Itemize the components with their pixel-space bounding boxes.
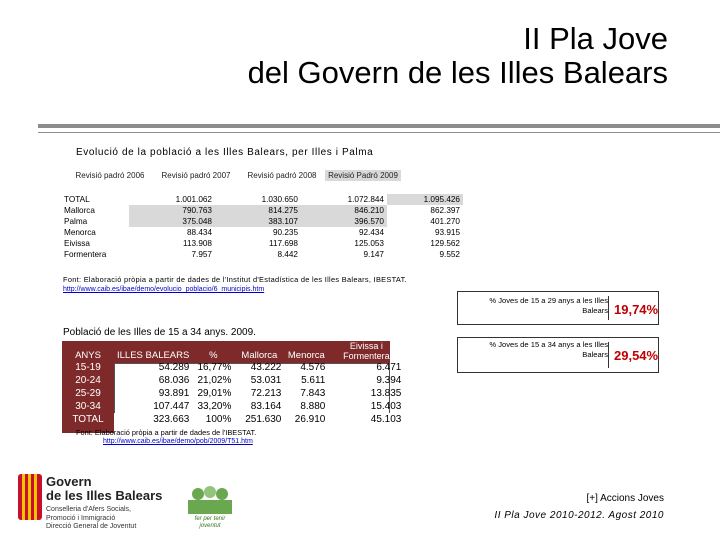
cell: 7.843 xyxy=(300,388,326,399)
cell: 29,01% xyxy=(197,388,232,399)
table2-header-row xyxy=(62,341,404,361)
table1-header-2009: Revisió Padró 2009 xyxy=(325,170,401,181)
cell: 33,20% xyxy=(197,401,232,412)
cell: 4.576 xyxy=(300,362,326,373)
conselleria-line1: Conselleria d'Afers Socials, xyxy=(46,506,131,513)
cell: 93.915 xyxy=(387,227,463,238)
table1-header-2007: Revisió padró 2007 xyxy=(161,171,231,180)
table1-header-2008: Revisió padró 2008 xyxy=(247,171,317,180)
callout2-label xyxy=(489,340,608,360)
age-label: 25-29 xyxy=(75,388,101,399)
row-label: TOTAL xyxy=(64,195,90,204)
callout1-label xyxy=(489,296,608,316)
conselleria-line2: Promoció i Immigració xyxy=(46,514,116,522)
table-row xyxy=(61,249,463,260)
cell: 9.552 xyxy=(387,249,463,260)
table2-header-pct: % xyxy=(209,350,218,361)
table2-source: Font: Elaboració pròpia a partir de dades de l'IBESTAT. xyxy=(76,428,257,437)
page-title-line2: del Govern de les Illes Balears xyxy=(247,55,668,90)
table-row xyxy=(62,361,404,374)
cell: 83.164 xyxy=(250,401,282,412)
table2-header-menorca: Menorca xyxy=(287,350,325,361)
cell: 129.562 xyxy=(387,238,463,249)
cell: 117.698 xyxy=(215,238,301,249)
cell: 8.880 xyxy=(300,401,326,412)
cell: 1.072.844 xyxy=(301,194,387,205)
age-label: TOTAL xyxy=(62,413,114,426)
table1-header-2006: Revisió padró 2006 xyxy=(75,171,145,180)
table1-source-link[interactable]: http://www.caib.es/ibae/demo/evolucio_poblacio/6_municipis.htm xyxy=(63,286,265,293)
cell: 43.222 xyxy=(250,362,282,373)
table1-source: Font: Elaboració pròpia a partir de dades de l'Institut d'Estadística de les Illes Balears, IBESTAT. xyxy=(63,275,407,284)
cell: 814.275 xyxy=(215,205,301,216)
callout1-value: 19,74% xyxy=(614,302,659,317)
cell: 8.442 xyxy=(215,249,301,260)
table-row-total xyxy=(62,413,404,426)
cell: 53.031 xyxy=(250,375,282,386)
cell: 5.611 xyxy=(301,375,326,386)
table2-header-eivissa: Eivissa i Formentera xyxy=(343,341,390,361)
table-row xyxy=(61,216,463,227)
cell: 1.001.062 xyxy=(129,194,215,205)
cell: 6.471 xyxy=(376,362,402,373)
cell: 401.270 xyxy=(387,216,463,227)
cell: 375.048 xyxy=(129,216,215,227)
cell: 323.663 xyxy=(114,413,192,426)
cell: 846.210 xyxy=(301,205,387,216)
conselleria-line3: Direcció General de Joventut xyxy=(46,523,137,530)
youth-logo-figure xyxy=(204,486,216,498)
conselleria-text xyxy=(46,506,136,532)
cell: 26.910 xyxy=(284,413,328,426)
cell: 396.570 xyxy=(301,216,387,227)
cell: 68.036 xyxy=(158,375,190,386)
youth-logo-figure xyxy=(216,488,228,500)
govern-logo-title xyxy=(46,475,162,503)
table2-title: Població de les Illes de 15 a 34 anys. 2009. xyxy=(63,327,256,338)
callout2-label-line2: Balears xyxy=(582,350,608,359)
callout1-divider xyxy=(608,296,609,320)
table2-header-anys: ANYS xyxy=(75,350,101,361)
row-label: Formentera xyxy=(64,250,107,259)
table-row xyxy=(62,400,404,413)
cell: 7.957 xyxy=(129,249,215,260)
cell: 113.908 xyxy=(129,238,215,249)
table-row xyxy=(61,238,463,249)
table2-header-ib: ILLES BALEARS xyxy=(117,350,190,361)
row-label: Palma xyxy=(64,217,88,226)
cell: 1.095.426 xyxy=(387,194,463,205)
table-row xyxy=(61,194,463,205)
cell: 100% xyxy=(192,413,234,426)
cell: 21,02% xyxy=(197,375,232,386)
youth-logo xyxy=(184,482,236,538)
title-rule-thin xyxy=(38,132,720,133)
cell: 72.213 xyxy=(250,388,282,399)
table-row xyxy=(61,227,463,238)
cell: 88.434 xyxy=(129,227,215,238)
cell: 383.107 xyxy=(215,216,301,227)
cell: 9.147 xyxy=(301,249,387,260)
callout2-divider xyxy=(608,342,609,368)
cell: 54.289 xyxy=(158,362,190,373)
page-title-line1: II Pla Jove xyxy=(523,21,668,56)
table-row xyxy=(61,205,463,216)
row-label: Eivissa xyxy=(64,239,90,248)
population-evolution-body xyxy=(61,194,463,260)
table1-title: Evolució de la població a les Illes Balears, per Illes i Palma xyxy=(76,147,374,158)
title-rule xyxy=(38,124,720,128)
cell: 13.835 xyxy=(370,388,402,399)
table-row xyxy=(62,387,404,400)
youth-15-29-callout xyxy=(457,291,659,325)
cell: 90.235 xyxy=(215,227,301,238)
youth-logo-text: fer per tenir joventut xyxy=(194,516,226,529)
cell: 125.053 xyxy=(301,238,387,249)
age-label: 30-34 xyxy=(75,401,101,412)
age-label: 15-19 xyxy=(75,362,101,373)
row-label: Menorca xyxy=(64,228,96,237)
cell: 107.447 xyxy=(153,401,190,412)
table2-source-link[interactable]: http://www.caib.es/ibae/demo/pob/2009/T51.htm xyxy=(103,438,253,445)
cell: 251.630 xyxy=(234,413,284,426)
youth-population-table xyxy=(62,341,404,426)
cell: 16,77% xyxy=(197,362,232,373)
row-label: Mallorca xyxy=(64,206,95,215)
accions-joves-link[interactable]: [+] Accions Joves xyxy=(586,493,664,504)
youth-15-34-callout xyxy=(457,337,659,373)
youth-logo-figure xyxy=(192,488,204,500)
emblem-stripe xyxy=(34,474,37,520)
callout1-label-line2: Balears xyxy=(582,306,608,315)
govern-title-line2: de les Illes Balears xyxy=(46,488,163,503)
cell: 92.434 xyxy=(301,227,387,238)
table-row xyxy=(62,374,404,387)
cell: 862.397 xyxy=(387,205,463,216)
cell: 1.030.650 xyxy=(215,194,301,205)
emblem-stripe xyxy=(28,474,31,520)
cell: 93.891 xyxy=(158,388,190,399)
cell: 790.763 xyxy=(129,205,215,216)
callout1-label-line1: % Joves de 15 a 29 anys a les Illes xyxy=(489,296,608,305)
govern-title-line1: Govern xyxy=(46,474,92,489)
age-label: 20-24 xyxy=(75,375,101,386)
callout2-value: 29,54% xyxy=(614,348,659,363)
callout2-label-line1: % Joves de 15 a 34 anys a les Illes xyxy=(489,340,608,349)
cell: 45.103 xyxy=(328,413,404,426)
pla-jove-footer: II Pla Jove 2010-2012. Agost 2010 xyxy=(494,510,664,521)
population-evolution-table xyxy=(61,170,401,181)
emblem-stripe xyxy=(22,474,25,520)
youth-logo-bar xyxy=(188,500,232,514)
table2-header-mallorca: Mallorca xyxy=(241,350,278,361)
cell: 9.394 xyxy=(376,375,402,386)
cell: 15.403 xyxy=(370,401,402,412)
govern-emblem xyxy=(18,474,42,520)
